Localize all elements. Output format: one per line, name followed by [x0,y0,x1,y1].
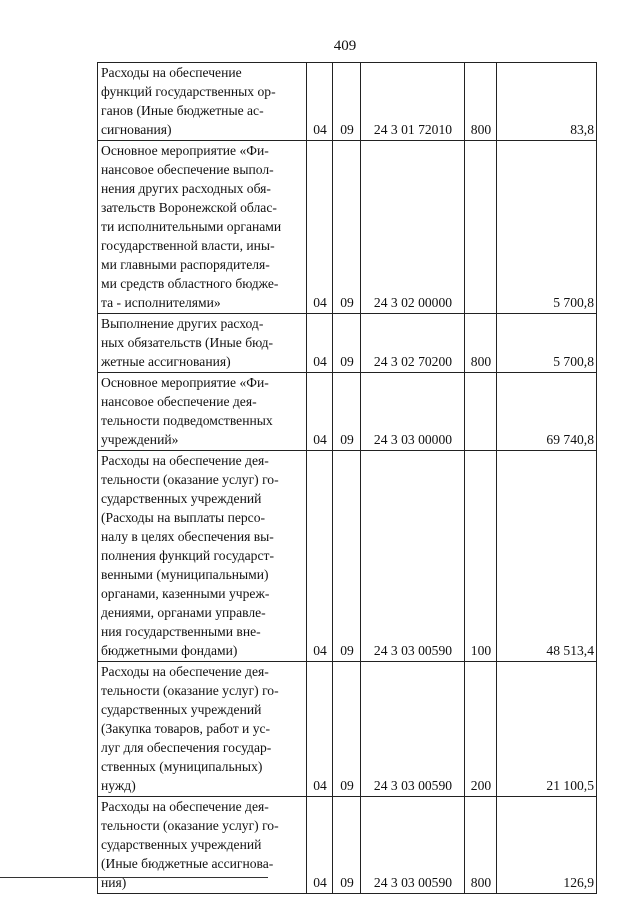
section-code: 04 [307,373,333,451]
footer-divider [0,877,268,878]
section-code: 04 [307,314,333,373]
expense-type-code: 800 [465,63,497,141]
target-article-code: 24 3 02 70200 [361,314,465,373]
amount: 48 513,4 [497,451,597,662]
expense-description: Выполнение других расход- ных обязательств (Иные бюд- жетные ассигнования) [98,314,307,373]
expense-description: Расходы на обеспечение дея- тельности (оказание услуг) го- сударственных учреждений (Иные бюджетные ассигнова- ния) [98,797,307,894]
budget-table [97,62,597,894]
subsection-code: 09 [333,141,361,314]
target-article-code: 24 3 01 72010 [361,63,465,141]
section-code: 04 [307,797,333,894]
expense-type-code: 800 [465,797,497,894]
section-code: 04 [307,63,333,141]
expense-description: Расходы на обеспечение дея- тельности (оказание услуг) го- сударственных учреждений (Закупка товаров, работ и ус- луг для обеспечения государ- ственных (муниципальных) нужд) [98,662,307,797]
table-row [98,63,597,141]
target-article-code: 24 3 03 00590 [361,451,465,662]
target-article-code: 24 3 03 00590 [361,662,465,797]
expense-type-code [465,141,497,314]
expense-type-code: 800 [465,314,497,373]
subsection-code: 09 [333,373,361,451]
amount: 5 700,8 [497,314,597,373]
expense-type-code: 200 [465,662,497,797]
subsection-code: 09 [333,63,361,141]
section-code: 04 [307,141,333,314]
amount: 69 740,8 [497,373,597,451]
table-row [98,797,597,894]
table-row [98,373,597,451]
amount: 5 700,8 [497,141,597,314]
target-article-code: 24 3 03 00000 [361,373,465,451]
expense-description: Основное мероприятие «Фи- нансовое обеспечение выпол- нения других расходных обя- зательств Воронежской облас- ти исполнительными органами государственной власти, ины- ми главными распорядителя- ми средств областного бюдже- та - исполнителями» [98,141,307,314]
target-article-code: 24 3 02 00000 [361,141,465,314]
subsection-code: 09 [333,797,361,894]
subsection-code: 09 [333,451,361,662]
expense-description: Расходы на обеспечение функций государственных ор- ганов (Иные бюджетные ас- сигнования) [98,63,307,141]
amount: 126,9 [497,797,597,894]
target-article-code: 24 3 03 00590 [361,797,465,894]
amount: 83,8 [497,63,597,141]
subsection-code: 09 [333,662,361,797]
section-code: 04 [307,662,333,797]
table-row [98,141,597,314]
subsection-code: 09 [333,314,361,373]
amount: 21 100,5 [497,662,597,797]
table-row [98,314,597,373]
table-row [98,662,597,797]
section-code: 04 [307,451,333,662]
table-row [98,451,597,662]
page-number: 409 [333,38,357,54]
expense-description: Основное мероприятие «Фи- нансовое обеспечение дея- тельности подведомственных учреждений» [98,373,307,451]
expense-type-code: 100 [465,451,497,662]
expense-description: Расходы на обеспечение дея- тельности (оказание услуг) го- сударственных учреждений (Расходы на выплаты персо- налу в целях обеспечения вы- полнения функций государст- венными (муниципальными) органами, казенными учреж- дениями, органами управле- ния государственными вне- бюджетными фондами) [98,451,307,662]
expense-type-code [465,373,497,451]
